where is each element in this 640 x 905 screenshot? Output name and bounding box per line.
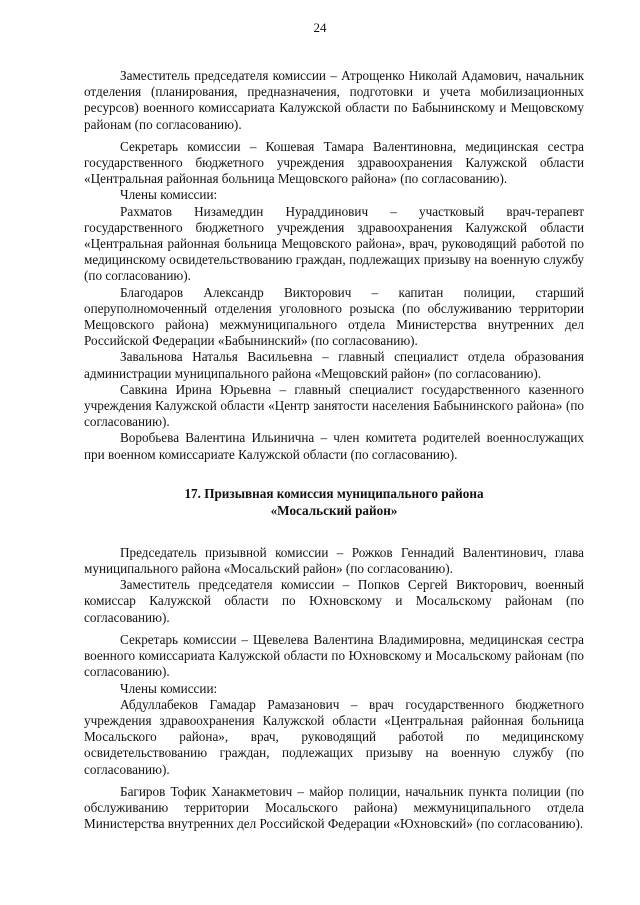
section-heading-line-2: «Мосальский район» <box>270 502 398 518</box>
paragraph-members-label-17: Члены комиссии: <box>120 680 218 696</box>
paragraph-member-rakhmatov: Рахматов Низамеддин Нураддинович – участковый врач-терапевт государственного бюджетного учреждения здравоохранения Калужской области «Центральная районная больница Мещовского района», врач, руководящий работой по медицинскому освидетельствованию граждан, подлежащих призыву на военную службу (по согласованию). <box>84 203 584 284</box>
paragraph-member-vorobyeva: Воробьева Валентина Ильинична – член комитета родителей военнослужащих при военном комиссариате Калужской области (по согласованию). <box>84 430 584 462</box>
paragraph-member-zavalnova: Завальнова Наталья Васильевна – главный специалист отдела образования администрации муниципального района «Мещовский район» (по согласованию). <box>84 349 584 381</box>
paragraph-member-bagirov: Багиров Тофик Ханакметович – майор полиции, начальник пункта полиции (по обслуживанию территории Мосальского района) межмуниципального отдела Министерства внутренних дел Российской Федерации «Юхновский» (по согласованию). <box>84 783 584 832</box>
page-number: 24 <box>313 20 327 35</box>
paragraph-members-label-16: Члены комиссии: <box>120 187 218 203</box>
paragraph-secretary-17: Секретарь комиссии – Щевелева Валентина Владимировна, медицинская сестра военного комиссариата Калужской области по Юхновскому и Мосальскому районам (по согласованию). <box>84 631 584 680</box>
paragraph-member-abdullabekov: Абдуллабеков Гамадар Рамазанович – врач государственного бюджетного учреждения здравоохранения Калужской области «Центральная районная больница Мосальского района», врач, руководящий работой по медицинскому освидетельствованию граждан, подлежащих призыву на военную службу (по согласованию). <box>84 696 584 777</box>
document-body <box>84 68 584 832</box>
section-heading-line-1: 17. Призывная комиссия муниципального района <box>184 485 484 501</box>
paragraph-deputy-chair-16: Заместитель председателя комиссии – Атрощенко Николай Адамович, начальник отделения (планирования, предназначения, подготовки и учета мобилизационных ресурсов) военного комиссариата Калужской области по Бабынинскому и Мещовскому районам (по согласованию). <box>84 68 584 132</box>
paragraph-chair-17: Председатель призывной комиссии – Рожков Геннадий Валентинович, глава муниципального района «Мосальский район» (по согласованию). <box>84 544 584 577</box>
paragraph-member-savkina: Савкина Ирина Юрьевна – главный специалист государственного казенного учреждения Калужской области «Центр занятости населения Бабынинского района» (по согласованию). <box>84 381 584 430</box>
paragraph-secretary-16: Секретарь комиссии – Кошевая Тамара Валентиновна, медицинская сестра государственного бюджетного учреждения здравоохранения Калужской области «Центральная районная больница Мещовского района» (по согласованию). <box>84 138 584 187</box>
section-heading-17 <box>84 485 584 519</box>
paragraph-member-blagodarov: Благодаров Александр Викторович – капитан полиции, старший оперуполномоченный отделения уголовного розыска (по обслуживанию территории Мещовского района) межмуниципального отдела Министерства внутренних дел Российской Федерации «Бабынинский» (по согласованию). <box>84 284 584 349</box>
paragraph-deputy-chair-17: Заместитель председателя комиссии – Попков Сергей Викторович, военный комиссар Калужской области по Юхновскому и Мосальскому районам (по согласованию). <box>84 577 584 625</box>
